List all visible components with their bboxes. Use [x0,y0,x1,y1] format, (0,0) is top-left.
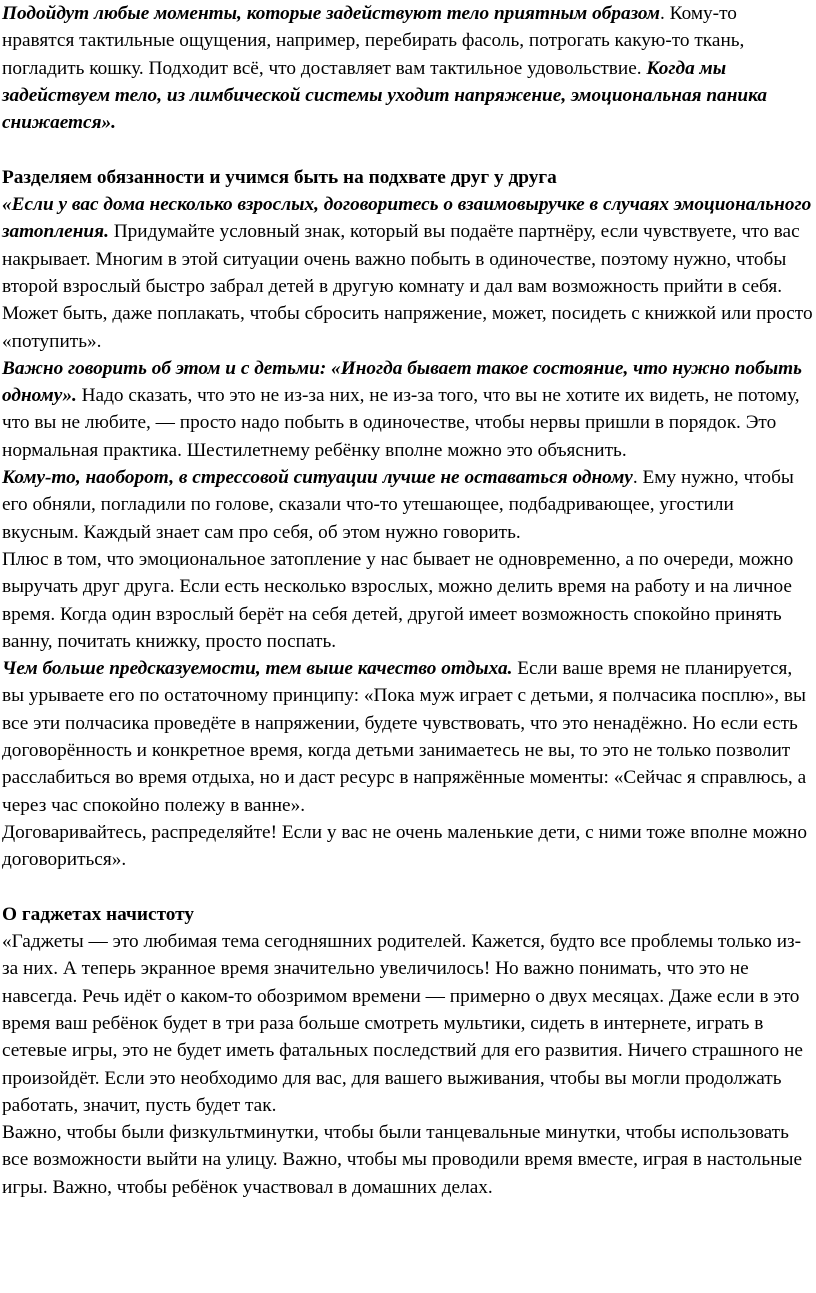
paragraph-take-turns: Плюс в том, что эмоциональное затопление у нас бывает не одновременно, а по очереди, можно выручать друг друга. Если есть несколько взрослых, можно делить время на работу и на личное время. Когда один взрослый берёт на себя детей, другой имеет возможность спокойно принять ванну, почитать книжку, просто поспать. [2,548,794,652]
paragraph-not-alone [2,464,814,546]
emphasis-text: «Если у вас дома несколько взрослых, договоритесь о взаимовыручке в случаях эмоционального затопления. [2,194,812,243]
section-heading-gadgets: О гаджетах начистоту [2,903,195,925]
blank-line [2,874,814,901]
paragraph-talk-with-kids [2,355,814,464]
emphasis-text: Кому-то, наоборот, в стрессовой ситуации лучше не оставаться одному [2,467,633,489]
paragraph-mutual-help [2,191,814,355]
paragraph-predictability [2,655,814,819]
body-text: Надо сказать, что это не из-за них, не из-за того, что вы не хотите их видеть, не потому, что вы не любите, — просто надо побыть в одиночестве, чтобы нервы пришли в порядок. Это нормальная практика. Шестилетнему ребёнку вполне можно это объяснить. [2,385,800,461]
emphasis-text: Чем больше предсказуемости, тем выше качество отдыха. [2,658,513,680]
emphasis-text: Важно говорить об этом и с детьми: «Иногда бывает такое состояние, что нужно побыть одному». [2,357,802,407]
paragraph-negotiate: Договаривайтесь, распределяйте! Если у вас не очень маленькие дети, с ними тоже вполне можно договориться». [2,821,808,871]
section-heading-duties: Разделяем обязанности и учимся быть на подхвате друг у друга [2,166,557,188]
emphasis-text: Подойдут любые моменты, которые задействуют тело приятным образом [2,3,661,24]
paragraph-activities: Важно, чтобы были физкультминутки, чтобы были танцевальные минутки, чтобы использовать все возможности выйти на улицу. Важно, чтобы мы проводили время вместе, играя в настольные игры. Важно, чтобы ребёнок участвовал в домашних делах. [2,1122,803,1198]
body-text: Если ваше время не планируется, вы урываете его по остаточному принципу: «Пока муж играет с детьми, я полчасика посплю», вы все эти полчасика проведёте в напряжении, будете чувствовать, что это ненадёжно. Но если есть договорённость и конкретное время, когда детьми занимаетесь не вы, то это не только позволит расслабиться во время отдыха, но и даст ресурс в напряжённые моменты: «Сейчас я справлюсь, а через час спокойно полежу в ванне». [2,658,807,816]
emphasis-text: Когда мы задействуем тело, из лимбической системы уходит напряжение, эмоциональная паника снижается». [2,57,768,134]
paragraph-tactile [2,0,814,136]
blank-line [2,136,814,163]
body-text: . Кому-то нравятся тактильные ощущения, например, перебирать фасоль, потрогать какую-то ткань, погладить кошку. Подходит всё, что доставляет вам тактильное удовольствие. [2,3,745,79]
paragraph-gadgets: «Гаджеты — это любимая тема сегодняшних родителей. Кажется, будто все проблемы только из-за них. А теперь экранное время значительно увеличилось! Но важно понимать, что это не навсегда. Речь идёт о каком-то обозримом времени — примерно о двух месяцах. Даже если в это время ваш ребёнок будет в три раза больше смотреть мультики, сидеть в интернете, играть в сетевые игры, это не будет иметь фатальных последствий для его развития. Ничего страшного не произойдёт. Если это необходимо для вас, для вашего выживания, чтобы вы могли продолжать работать, значит, пусть будет так. [2,931,803,1116]
body-text: Придумайте условный знак, который вы подаёте партнёру, если чувствуете, что вас накрывает. Многим в этой ситуации очень важно побыть в одиночестве, поэтому нужно, чтобы второй взрослый быстро забрал детей в другую комнату и дал вам возможность прийти в себя. Может быть, даже поплакать, чтобы сбросить напряжение, может, посидеть с книжкой или просто «потупить». [2,221,813,352]
body-text: . Ему нужно, чтобы его обняли, погладили по голове, сказали что-то утешающее, подбадривающее, угостили вкусным. Каждый знает сам про себя, об этом нужно говорить. [2,467,794,543]
